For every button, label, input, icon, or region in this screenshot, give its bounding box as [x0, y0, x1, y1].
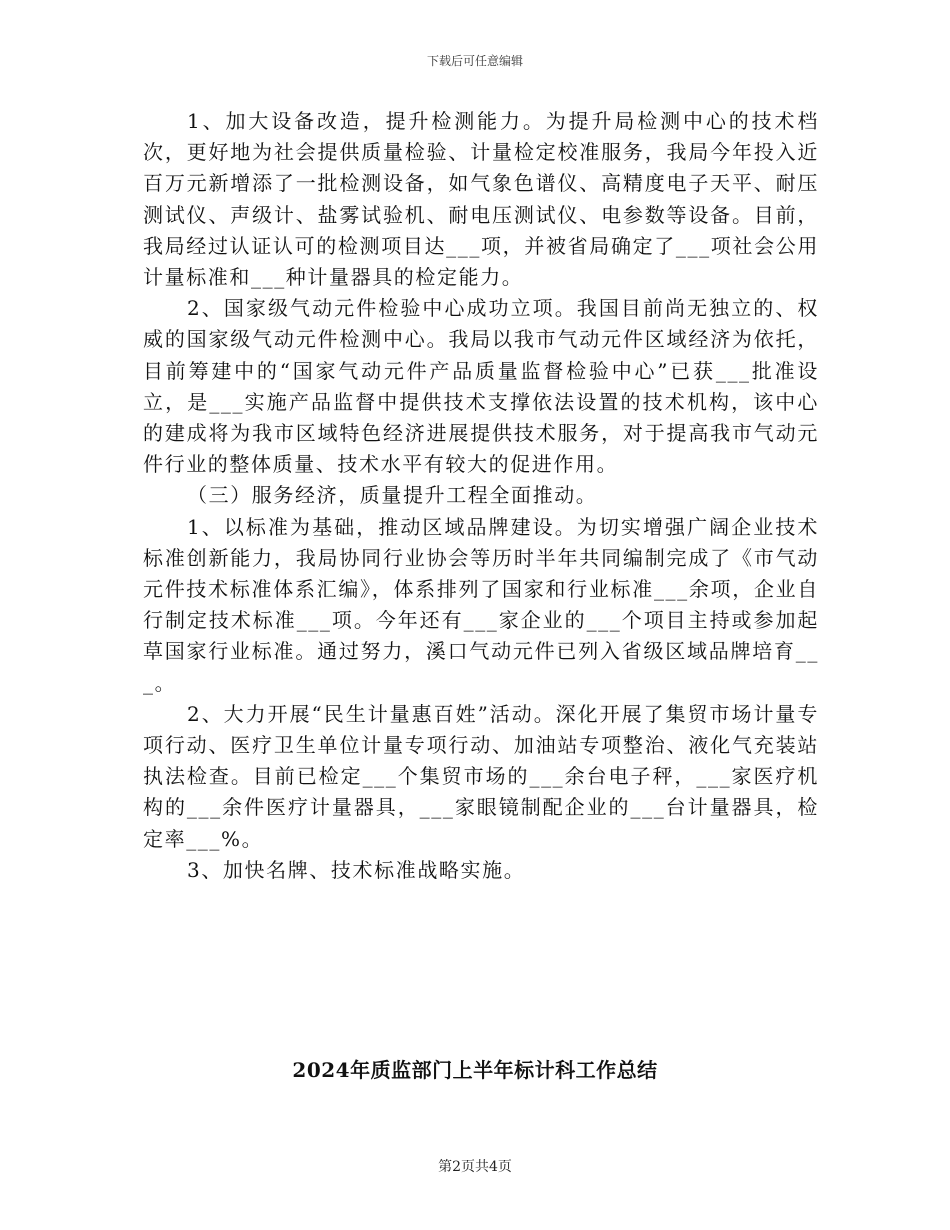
section-title: 2024年质监部门上半年标计科工作总结 — [292, 1058, 658, 1082]
paragraph-equipment-upgrade: 1、加大设备改造，提升检测能力。为提升局检测中心的技术档次，更好地为社会提供质量检验、计量检定校准服务，我局今年投入近百万元新增添了一批检测设备，如气象色谱仪、高精度电子天平、耐压测试仪、声级计、盐雾试验机、耐电压测试仪、电参数等设备。目前，我局经过认证认可的检测项目达___项，并被省局确定了___项社会公用计量标准和___种计量器具的检定能力。 — [143, 109, 819, 290]
document-body — [143, 106, 819, 886]
paragraph-pneumatic-center: 2、国家级气动元件检验中心成功立项。我国目前尚无独立的、权威的国家级气动元件检测中心。我局以我市气动元件区域经济为依托，目前筹建中的“国家气动元件产品质量监督检验中心”已获___批准设立，是___实施产品监督中提供技术支撑依法设置的技术机构，该中心的建成将为我市区域特色经济进展提供技术服务，对于提高我市气动元件行业的整体质量、技术水平有较大的促进作用。 — [143, 296, 819, 477]
paragraph-livelihood-metrology: 2、大力开展“民生计量惠百姓”活动。深化开展了集贸市场计量专项行动、医疗卫生单位计量专项行动、加油站专项整治、液化气充装站执法检查。目前已检定___个集贸市场的___余台电子秤，___家医疗机构的___余件医疗计量器具，___家眼镜制配企业的___台计量器具，检定率___%。 — [143, 701, 819, 851]
paragraph-regional-brand: 1、以标准为基础，推动区域品牌建设。为切实增强广阔企业技术标准创新能力，我局协同行业协会等历时半年共同编制完成了《市气动元件技术标准体系汇编》，体系排列了国家和行业标准___余项，企业自行制定技术标准___项。今年还有___家企业的___个项目主持或参加起草国家行业标准。通过努力，溪口气动元件已列入省级区域品牌培育___。 — [143, 514, 819, 695]
paragraph-brand-strategy: 3、加快名牌、技术标准战略实施。 — [187, 857, 526, 882]
page-number: 第2页共4页 — [438, 1159, 512, 1175]
download-note: 下载后可任意编辑 — [426, 54, 523, 68]
paragraph-section-three-heading: （三）服务经济，质量提升工程全面推动。 — [187, 483, 598, 508]
